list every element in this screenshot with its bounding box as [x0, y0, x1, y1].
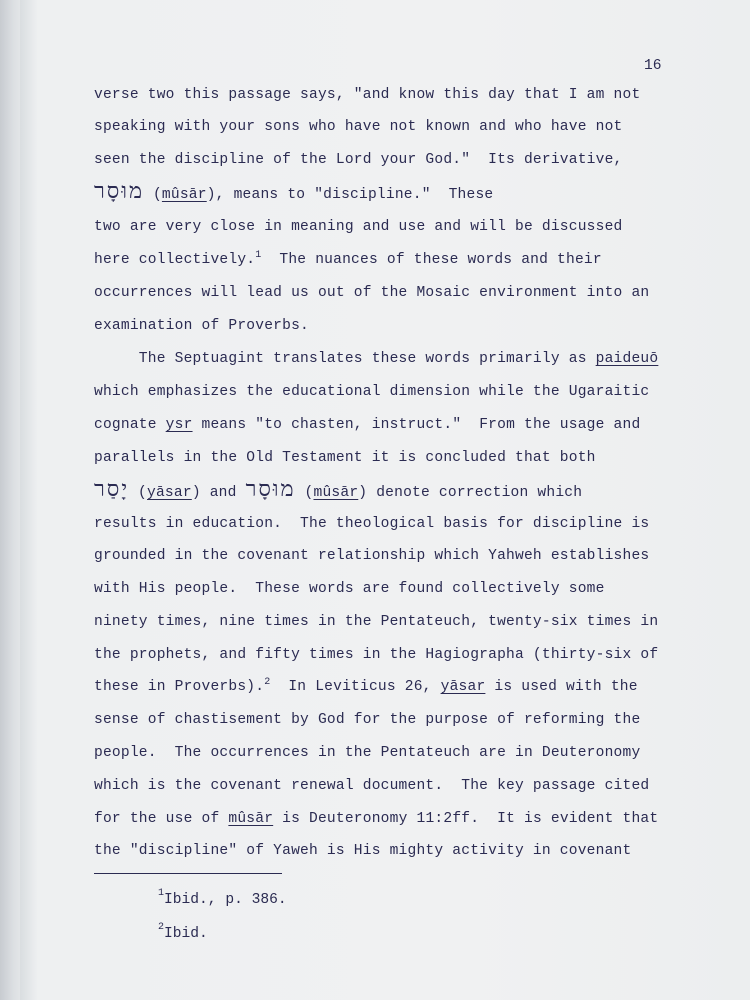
- text-line: ninety times, nine times in the Pentateuch, twenty-six times in: [94, 614, 659, 630]
- text-line: here collectively.$^1$ The nuances of these words and their: [94, 250, 602, 268]
- text-line: grounded in the covenant relationship which Yahweh establishes: [94, 548, 650, 564]
- text-line: cognate ysr means "to chasten, instruct." From the usage and: [94, 417, 641, 433]
- document-page: [20, 0, 750, 1000]
- footnote-ref: 1: [255, 250, 262, 261]
- footnote-divider: [94, 873, 282, 874]
- transliteration: yāsar: [147, 485, 192, 501]
- page-edge: [0, 0, 20, 1000]
- text-line: occurrences will lead us out of the Mosaic environment into an: [94, 285, 650, 301]
- text-line: the "discipline" of Yaweh is His mighty activity in covenant: [94, 843, 632, 859]
- footnote-mark: 2: [158, 922, 165, 933]
- text-line: The Septuagint translates these words primarily as paideuō: [94, 351, 659, 367]
- footnote-ref: 2: [264, 677, 271, 688]
- text-line: the prophets, and fifty times in the Hagiographa (thirty-six of: [94, 647, 659, 663]
- text-line: with His people. These words are found collectively some: [94, 581, 605, 597]
- text-line: sense of chastisement by God for the purpose of reforming the: [94, 712, 641, 728]
- footnote-1: $^1$Ibid., p. 386.: [158, 888, 287, 908]
- text-line: which is the covenant renewal document. The key passage cited: [94, 778, 650, 794]
- text-line: for the use of mûsār is Deuteronomy 11:2ff. It is evident that: [94, 811, 659, 827]
- hebrew-word-yasar: יָסַר: [94, 477, 130, 502]
- greek-term: paideuō: [595, 351, 659, 367]
- text-line: מוּסָר (mûsār), means to "discipline." These: [94, 179, 494, 204]
- text-line: יָסַר (yāsar) and מוּסָר (mûsār) denote correction which: [94, 477, 583, 502]
- ugaritic-term: ysr: [165, 417, 193, 433]
- text-line: people. The occurrences in the Pentateuch are in Deuteronomy: [94, 745, 641, 761]
- transliteration: mûsār: [161, 187, 207, 203]
- transliteration: mûsār: [228, 811, 274, 827]
- hebrew-word-musar: מוּסָר: [245, 477, 296, 502]
- transliteration: yāsar: [440, 679, 486, 695]
- footnote-mark: 1: [158, 888, 165, 899]
- text-line: speaking with your sons who have not known and who have not: [94, 119, 623, 135]
- text-line: two are very close in meaning and use and will be discussed: [94, 219, 623, 235]
- text-line: results in education. The theological basis for discipline is: [94, 516, 650, 532]
- text-line: examination of Proverbs.: [94, 318, 309, 334]
- page-number: 16: [644, 58, 662, 74]
- text-line: seen the discipline of the Lord your God." Its derivative,: [94, 152, 623, 168]
- transliteration: mûsār: [313, 485, 359, 501]
- text-line: verse two this passage says, "and know this day that I am not: [94, 87, 641, 103]
- text-line: parallels in the Old Testament it is concluded that both: [94, 450, 596, 466]
- text-line: these in Proverbs).$^2$ In Leviticus 26, yāsar is used with the: [94, 677, 638, 695]
- text-line: which emphasizes the educational dimension while the Ugaraitic: [94, 384, 650, 400]
- footnote-2: $^2$Ibid.: [158, 922, 208, 942]
- hebrew-word-musar: מוּסָר: [94, 179, 144, 204]
